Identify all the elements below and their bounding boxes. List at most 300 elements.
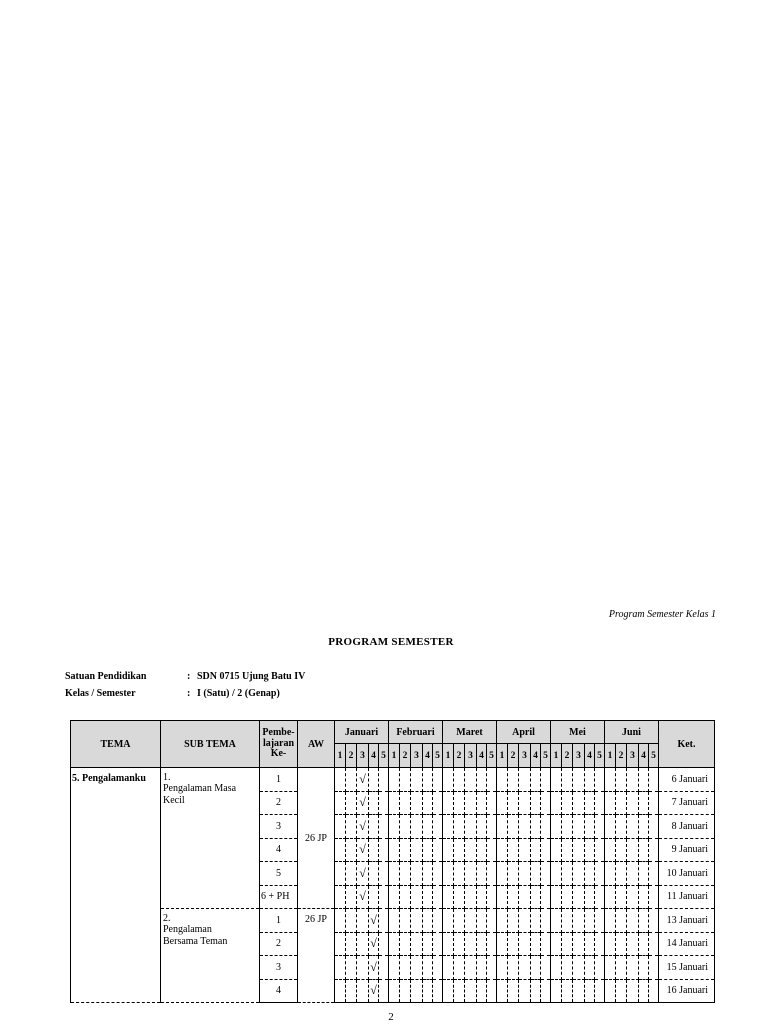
week-cell <box>519 838 531 862</box>
check-mark: √ <box>359 795 366 810</box>
meta-label: Satuan Pendidikan <box>65 671 147 682</box>
week-cell <box>423 815 433 839</box>
week-header: 4 <box>585 744 595 768</box>
week-cell <box>605 815 616 839</box>
week-cell <box>585 932 595 956</box>
week-cell <box>477 979 487 1003</box>
week-cell <box>541 815 551 839</box>
week-header: 5 <box>487 744 497 768</box>
week-header: 1 <box>389 744 400 768</box>
meta-value: I (Satu) / 2 (Genap) <box>197 688 280 699</box>
week-cell <box>616 791 627 815</box>
week-cell <box>531 791 541 815</box>
week-cell <box>585 862 595 886</box>
week-cell <box>595 909 605 933</box>
week-cell <box>616 909 627 933</box>
week-header: 3 <box>357 744 369 768</box>
week-header: 4 <box>423 744 433 768</box>
week-cell <box>627 979 639 1003</box>
week-cell <box>585 909 595 933</box>
week-cell <box>433 838 443 862</box>
aw-cell: 26 JP <box>298 768 335 909</box>
pembelajaran-cell: 3 <box>260 956 298 980</box>
week-cell <box>346 909 357 933</box>
week-cell <box>605 979 616 1003</box>
week-header: 3 <box>465 744 477 768</box>
week-cell <box>433 862 443 886</box>
week-cell <box>585 838 595 862</box>
week-cell <box>627 885 639 909</box>
week-cell <box>443 932 454 956</box>
week-header: 4 <box>531 744 541 768</box>
week-cell <box>616 979 627 1003</box>
week-cell <box>465 862 477 886</box>
week-header: 5 <box>379 744 389 768</box>
week-cell <box>335 979 346 1003</box>
aw-cell: 26 JP <box>298 909 335 1003</box>
week-cell <box>389 791 400 815</box>
week-cell <box>497 885 508 909</box>
week-cell <box>433 815 443 839</box>
week-cell <box>531 768 541 792</box>
check-mark: √ <box>359 818 366 833</box>
week-cell <box>369 956 379 980</box>
week-cell <box>379 768 389 792</box>
week-header: 5 <box>595 744 605 768</box>
week-cell <box>477 885 487 909</box>
week-cell <box>531 862 541 886</box>
week-cell <box>508 909 519 933</box>
week-cell <box>616 885 627 909</box>
week-cell <box>433 932 443 956</box>
week-cell <box>508 768 519 792</box>
week-cell <box>389 885 400 909</box>
meta-colon: : <box>187 688 191 699</box>
week-cell <box>477 838 487 862</box>
week-cell <box>508 815 519 839</box>
week-cell <box>519 791 531 815</box>
week-cell <box>357 932 369 956</box>
ket-cell: 13 Januari <box>659 909 715 933</box>
week-cell <box>465 838 477 862</box>
week-cell <box>443 909 454 933</box>
week-cell <box>519 815 531 839</box>
week-cell <box>443 885 454 909</box>
week-cell <box>562 932 573 956</box>
week-header: 3 <box>519 744 531 768</box>
week-cell <box>335 956 346 980</box>
week-cell <box>497 838 508 862</box>
week-cell <box>497 979 508 1003</box>
week-cell <box>335 885 346 909</box>
week-cell <box>411 815 423 839</box>
week-cell <box>616 956 627 980</box>
week-cell <box>465 885 477 909</box>
week-cell <box>605 885 616 909</box>
week-header: 2 <box>346 744 357 768</box>
week-cell <box>400 815 411 839</box>
week-cell <box>595 838 605 862</box>
week-header: 1 <box>443 744 454 768</box>
week-cell <box>551 838 562 862</box>
week-cell <box>541 768 551 792</box>
week-header: 3 <box>573 744 585 768</box>
week-header: 5 <box>433 744 443 768</box>
column-header-pembelajaran-line: Pembe- <box>262 727 295 739</box>
week-cell <box>487 909 497 933</box>
table-row <box>71 768 715 792</box>
week-cell <box>487 791 497 815</box>
week-cell <box>477 932 487 956</box>
week-cell <box>389 909 400 933</box>
week-cell <box>531 815 541 839</box>
week-cell <box>508 838 519 862</box>
week-cell <box>465 956 477 980</box>
week-cell <box>605 956 616 980</box>
week-cell <box>551 979 562 1003</box>
week-cell <box>541 979 551 1003</box>
week-cell <box>465 768 477 792</box>
week-cell <box>639 862 649 886</box>
week-cell <box>411 885 423 909</box>
week-cell <box>627 838 639 862</box>
week-cell <box>649 885 659 909</box>
week-header: 1 <box>551 744 562 768</box>
week-cell <box>595 979 605 1003</box>
week-cell <box>400 979 411 1003</box>
week-cell <box>487 815 497 839</box>
week-cell <box>389 862 400 886</box>
pembelajaran-cell: 1 <box>260 768 298 792</box>
week-cell <box>562 862 573 886</box>
week-header: 3 <box>411 744 423 768</box>
week-cell <box>346 838 357 862</box>
week-cell <box>541 909 551 933</box>
week-cell <box>585 768 595 792</box>
pembelajaran-cell: 4 <box>260 979 298 1003</box>
week-cell <box>531 932 541 956</box>
week-cell <box>649 956 659 980</box>
meta-label: Kelas / Semester <box>65 688 136 699</box>
week-cell <box>433 768 443 792</box>
week-cell <box>595 791 605 815</box>
week-cell <box>531 838 541 862</box>
week-cell <box>595 932 605 956</box>
week-cell <box>357 979 369 1003</box>
week-cell <box>585 815 595 839</box>
week-cell <box>573 838 585 862</box>
week-cell <box>562 791 573 815</box>
pembelajaran-cell: 6 + PH <box>260 885 298 909</box>
week-cell <box>400 862 411 886</box>
week-cell <box>335 791 346 815</box>
week-cell <box>346 932 357 956</box>
week-cell <box>627 791 639 815</box>
week-cell <box>389 979 400 1003</box>
ket-cell: 8 Januari <box>659 815 715 839</box>
week-cell <box>400 909 411 933</box>
week-cell <box>573 885 585 909</box>
week-cell <box>639 885 649 909</box>
week-cell <box>357 768 369 792</box>
week-cell <box>379 815 389 839</box>
ket-cell: 7 Januari <box>659 791 715 815</box>
week-cell <box>649 862 659 886</box>
week-cell <box>423 956 433 980</box>
check-mark: √ <box>370 912 377 927</box>
month-header: Juni <box>605 721 659 744</box>
week-cell <box>627 909 639 933</box>
week-cell <box>551 815 562 839</box>
table-row <box>71 909 715 933</box>
week-cell <box>346 815 357 839</box>
week-cell <box>423 932 433 956</box>
week-cell <box>649 815 659 839</box>
week-cell <box>454 862 465 886</box>
week-cell <box>639 979 649 1003</box>
week-cell <box>508 979 519 1003</box>
week-cell <box>389 932 400 956</box>
meta-value: SDN 0715 Ujung Batu IV <box>197 671 306 682</box>
week-cell <box>562 909 573 933</box>
week-cell <box>335 768 346 792</box>
document-title: PROGRAM SEMESTER <box>328 636 454 648</box>
week-cell <box>357 815 369 839</box>
week-cell <box>369 932 379 956</box>
week-cell <box>508 862 519 886</box>
week-cell <box>411 932 423 956</box>
week-cell <box>465 909 477 933</box>
week-cell <box>379 956 389 980</box>
week-cell <box>519 932 531 956</box>
pembelajaran-cell: 5 <box>260 862 298 886</box>
week-cell <box>627 862 639 886</box>
week-cell <box>497 932 508 956</box>
week-cell <box>573 932 585 956</box>
week-cell <box>541 838 551 862</box>
week-cell <box>423 768 433 792</box>
subtema-cell <box>161 909 260 1003</box>
week-cell <box>357 909 369 933</box>
week-cell <box>346 791 357 815</box>
week-cell <box>627 956 639 980</box>
pembelajaran-cell: 1 <box>260 909 298 933</box>
column-header-pembelajaran-line: lajaran <box>262 737 295 749</box>
week-cell <box>551 885 562 909</box>
week-cell <box>369 885 379 909</box>
week-cell <box>357 956 369 980</box>
week-cell <box>379 862 389 886</box>
week-cell <box>487 979 497 1003</box>
week-cell <box>531 956 541 980</box>
week-cell <box>433 956 443 980</box>
week-cell <box>639 791 649 815</box>
week-cell <box>573 979 585 1003</box>
ket-cell: 16 Januari <box>659 979 715 1003</box>
week-cell <box>465 979 477 1003</box>
week-header: 2 <box>508 744 519 768</box>
week-cell <box>411 979 423 1003</box>
week-cell <box>508 885 519 909</box>
week-cell <box>411 909 423 933</box>
check-mark: √ <box>359 842 366 857</box>
week-cell <box>562 979 573 1003</box>
week-cell <box>649 979 659 1003</box>
week-cell <box>551 932 562 956</box>
check-mark: √ <box>370 983 377 998</box>
week-cell <box>423 791 433 815</box>
week-cell <box>357 791 369 815</box>
pembelajaran-cell: 2 <box>260 932 298 956</box>
pembelajaran-cell: 4 <box>260 838 298 862</box>
page-number: 2 <box>388 1011 394 1023</box>
running-header: Program Semester Kelas 1 <box>608 609 716 620</box>
week-cell <box>454 932 465 956</box>
tema-cell: 5. Pengalamanku <box>71 768 161 1003</box>
week-header: 2 <box>454 744 465 768</box>
week-cell <box>335 909 346 933</box>
week-cell <box>346 956 357 980</box>
week-cell <box>454 909 465 933</box>
week-header: 5 <box>649 744 659 768</box>
week-cell <box>454 956 465 980</box>
pembelajaran-cell: 3 <box>260 815 298 839</box>
week-cell <box>454 979 465 1003</box>
week-cell <box>389 956 400 980</box>
week-cell <box>605 791 616 815</box>
week-cell <box>411 768 423 792</box>
week-cell <box>443 956 454 980</box>
week-header: 4 <box>477 744 487 768</box>
month-header: Maret <box>443 721 497 744</box>
week-cell <box>639 956 649 980</box>
week-cell <box>541 791 551 815</box>
week-cell <box>465 791 477 815</box>
week-cell <box>411 791 423 815</box>
week-cell <box>616 815 627 839</box>
month-header: April <box>497 721 551 744</box>
week-cell <box>616 932 627 956</box>
week-cell <box>551 862 562 886</box>
week-cell <box>400 932 411 956</box>
subtema-name: Pengalaman Bersama Teman <box>163 924 228 947</box>
week-cell <box>573 956 585 980</box>
week-cell <box>649 909 659 933</box>
week-cell <box>487 862 497 886</box>
week-cell <box>508 932 519 956</box>
meta-row-class <box>65 688 280 699</box>
week-cell <box>443 838 454 862</box>
week-header: 1 <box>335 744 346 768</box>
week-cell <box>433 791 443 815</box>
program-semester-table <box>70 720 715 1003</box>
week-cell <box>443 815 454 839</box>
week-cell <box>551 956 562 980</box>
week-cell <box>400 885 411 909</box>
week-cell <box>562 885 573 909</box>
week-cell <box>497 815 508 839</box>
column-header-subtema: SUB TEMA <box>161 721 260 768</box>
week-cell <box>454 885 465 909</box>
week-cell <box>519 885 531 909</box>
week-cell <box>369 979 379 1003</box>
week-cell <box>541 862 551 886</box>
week-cell <box>379 932 389 956</box>
week-cell <box>411 956 423 980</box>
week-cell <box>477 956 487 980</box>
week-cell <box>616 862 627 886</box>
week-cell <box>369 909 379 933</box>
week-cell <box>573 862 585 886</box>
check-mark: √ <box>359 889 366 904</box>
week-cell <box>519 956 531 980</box>
column-header-tema: TEMA <box>71 721 161 768</box>
week-cell <box>477 862 487 886</box>
week-cell <box>573 768 585 792</box>
week-cell <box>595 885 605 909</box>
week-cell <box>585 956 595 980</box>
subtema-name: Pengalaman Masa Kecil <box>163 783 237 806</box>
week-cell <box>541 885 551 909</box>
week-cell <box>649 838 659 862</box>
week-cell <box>433 909 443 933</box>
week-cell <box>346 768 357 792</box>
week-cell <box>497 768 508 792</box>
week-cell <box>443 791 454 815</box>
week-header: 4 <box>639 744 649 768</box>
week-cell <box>411 838 423 862</box>
week-cell <box>519 862 531 886</box>
week-cell <box>379 791 389 815</box>
ket-cell: 9 Januari <box>659 838 715 862</box>
check-mark: √ <box>370 936 377 951</box>
week-cell <box>605 909 616 933</box>
week-cell <box>639 932 649 956</box>
week-header: 4 <box>369 744 379 768</box>
ket-cell: 6 Januari <box>659 768 715 792</box>
week-cell <box>465 932 477 956</box>
week-cell <box>639 768 649 792</box>
week-cell <box>627 932 639 956</box>
week-cell <box>465 815 477 839</box>
week-header: 1 <box>497 744 508 768</box>
ket-cell: 10 Januari <box>659 862 715 886</box>
week-cell <box>487 768 497 792</box>
week-cell <box>562 956 573 980</box>
check-mark: √ <box>370 959 377 974</box>
week-cell <box>335 932 346 956</box>
check-mark: √ <box>359 771 366 786</box>
week-cell <box>369 768 379 792</box>
week-cell <box>595 956 605 980</box>
week-cell <box>605 768 616 792</box>
week-cell <box>454 791 465 815</box>
week-cell <box>519 768 531 792</box>
week-cell <box>551 768 562 792</box>
week-cell <box>573 791 585 815</box>
week-cell <box>477 909 487 933</box>
week-cell <box>369 815 379 839</box>
week-cell <box>454 838 465 862</box>
week-cell <box>551 791 562 815</box>
column-header-pembelajaran-line: Ke- <box>270 748 287 760</box>
week-cell <box>541 956 551 980</box>
subtema-number: 2. <box>163 913 171 924</box>
week-cell <box>357 885 369 909</box>
week-cell <box>423 909 433 933</box>
week-cell <box>639 909 649 933</box>
column-header-ket: Ket. <box>659 721 715 768</box>
